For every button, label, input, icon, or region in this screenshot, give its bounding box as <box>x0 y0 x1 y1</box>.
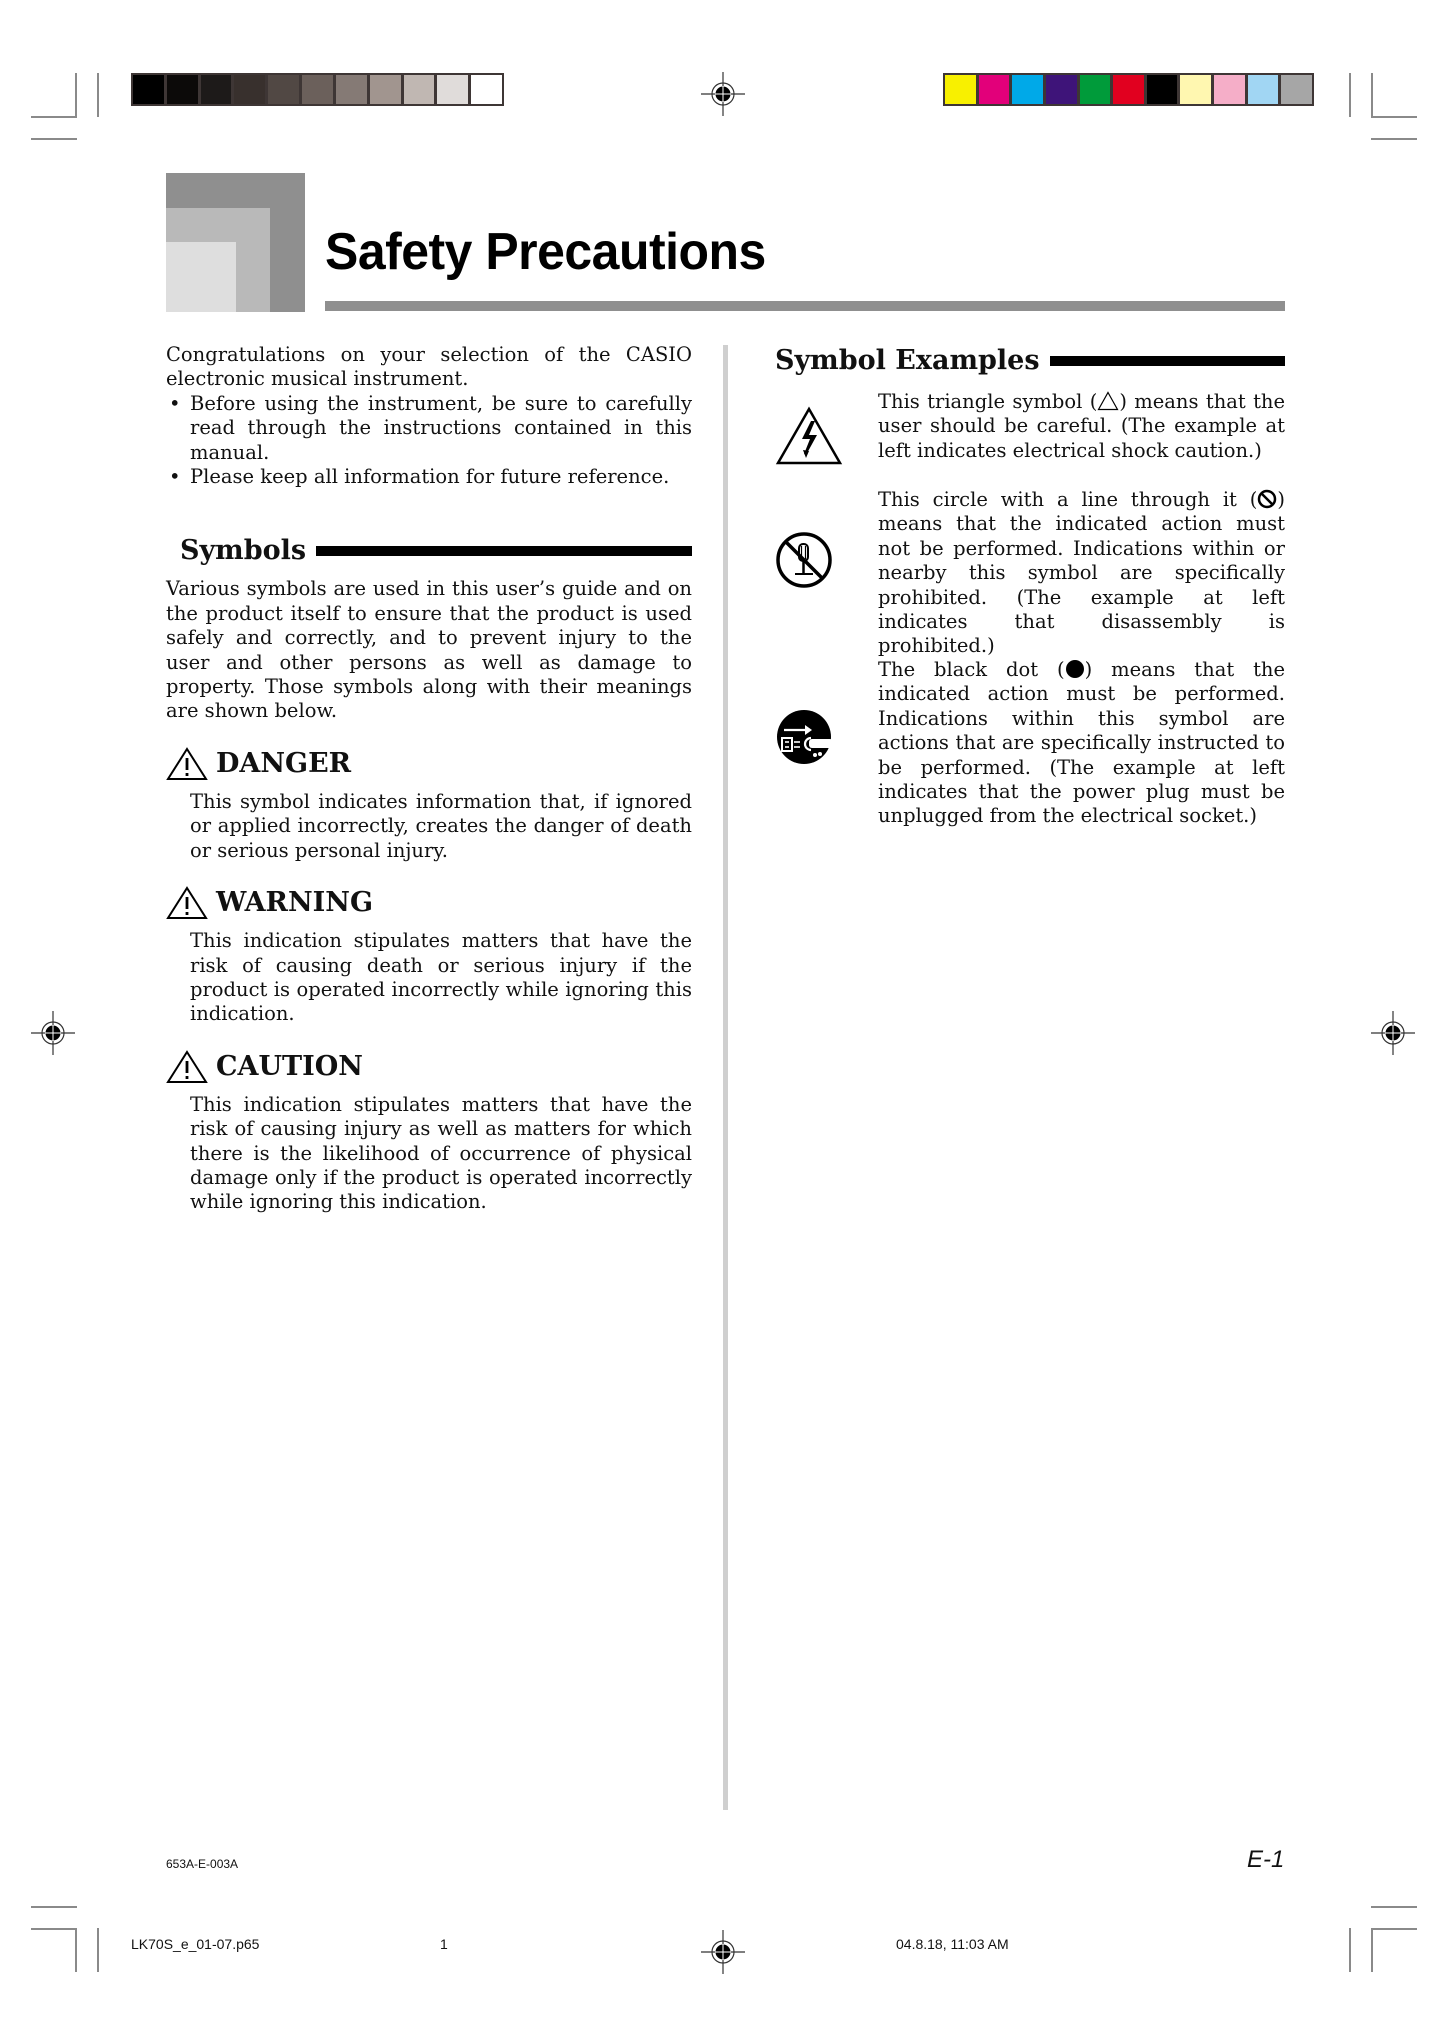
bullet-icon: • <box>169 465 181 489</box>
page-title: Safety Precautions <box>325 223 766 281</box>
symbol-example-text: This triangle symbol ( ) means that the user should be careful. (The example at left indicates electrical shock caution.) <box>878 390 1286 462</box>
warning-triangle-icon <box>166 886 208 920</box>
heading-rule <box>316 546 692 556</box>
color-swatch <box>1012 75 1043 104</box>
print-timestamp: 04.8.18, 11:03 AM <box>896 1936 1009 1952</box>
color-swatch <box>201 75 232 104</box>
crop-mark-bottom-right <box>1371 1906 1417 1908</box>
crop-mark-top-left <box>31 138 77 140</box>
registration-mark-icon <box>701 72 745 116</box>
crop-mark-top-right <box>1371 138 1417 140</box>
crop-mark-top-right <box>1349 73 1351 117</box>
registration-mark-icon <box>1371 1011 1415 1055</box>
crop-mark-bottom-right <box>1349 1928 1351 1972</box>
crop-mark-bottom-left <box>31 1906 77 1908</box>
color-swatch <box>370 75 401 104</box>
color-swatch <box>945 75 976 104</box>
crop-mark-bottom-left <box>75 1928 77 1972</box>
color-swatch <box>1180 75 1211 104</box>
list-item: • Before using the instrument, be sure to carefully read through the instructions contained in this manual. <box>169 391 692 464</box>
electric-shock-triangle-icon <box>775 406 843 466</box>
caution-description: This indication stipulates matters that have the risk of causing injury as well as matters for which there is the likelihood of occurrence of physical damage only if the product is operated incorrectly while ignoring this indication. <box>190 1092 692 1214</box>
crop-mark-top-right <box>1371 116 1417 118</box>
bullet-icon: • <box>169 391 181 415</box>
grayscale-color-bar <box>131 73 504 106</box>
registration-mark-icon <box>31 1011 75 1055</box>
color-swatch <box>404 75 435 104</box>
crop-mark-bottom-left <box>97 1928 99 1972</box>
color-swatch <box>268 75 299 104</box>
black-dot-icon <box>1065 659 1085 679</box>
process-color-bar <box>943 73 1314 106</box>
file-name: LK70S_e_01-07.p65 <box>131 1936 260 1952</box>
color-swatch <box>437 75 468 104</box>
caution-heading: CAUTION <box>166 1049 692 1085</box>
color-swatch <box>336 75 367 104</box>
warning-heading: WARNING <box>166 885 692 921</box>
danger-description: This symbol indicates information that, if ignored or applied incorrectly, creates the danger of death or serious personal injury. <box>190 789 692 862</box>
color-swatch <box>1248 75 1279 104</box>
column-divider <box>723 345 728 1810</box>
title-underline <box>325 301 1285 311</box>
color-swatch <box>979 75 1010 104</box>
color-swatch <box>302 75 333 104</box>
intro-paragraph: Congratulations on your selection of the CASIO electronic musical instrument. <box>166 343 692 391</box>
color-swatch <box>167 75 198 104</box>
color-swatch <box>1080 75 1111 104</box>
crop-mark-top-left <box>31 116 77 118</box>
warning-triangle-icon <box>166 1050 208 1084</box>
section-heading-symbols: Symbols <box>166 533 692 569</box>
crop-mark-bottom-right <box>1371 1928 1373 1972</box>
registration-mark-icon <box>701 1930 745 1974</box>
unplug-power-icon <box>775 708 833 766</box>
no-disassembly-icon <box>775 531 833 589</box>
title-decoration <box>166 242 236 312</box>
crop-mark-bottom-left <box>31 1928 77 1930</box>
warning-description: This indication stipulates matters that have the risk of causing death or serious injury if the product is operated incorrectly while ignoring this indication. <box>190 929 692 1026</box>
list-item: • Please keep all information for future reference. <box>169 465 670 489</box>
document-code: 653A-E-003A <box>166 1857 239 1871</box>
color-swatch <box>234 75 265 104</box>
color-swatch <box>1281 75 1312 104</box>
crop-mark-top-right <box>1371 73 1373 117</box>
page-number: E-1 <box>1247 1846 1285 1873</box>
warning-triangle-icon <box>166 747 208 781</box>
danger-heading: DANGER <box>166 746 692 782</box>
symbol-example-text: This circle with a line through it ( ) means that the indicated action must not be performed. Indications within or nearby this symbol are specifically prohibited. (The example at left indicates that disassembly is prohibited.) <box>878 488 1285 658</box>
crop-mark-bottom-right <box>1371 1928 1417 1930</box>
prohibited-icon <box>1257 489 1277 509</box>
heading-rule <box>1050 356 1285 366</box>
color-swatch <box>471 75 502 104</box>
intro-bullet-list <box>166 392 692 490</box>
section-heading-symbol-examples: Symbol Examples <box>775 343 1285 379</box>
color-swatch <box>133 75 164 104</box>
symbols-paragraph: Various symbols are used in this user’s guide and on the product itself to ensure that the product is used safely and correctly, and to prevent injury to the user and other persons as well as damage to property. Those symbols along with their meanings are shown below. <box>166 577 692 723</box>
color-swatch <box>1113 75 1144 104</box>
triangle-icon <box>1097 391 1119 411</box>
color-swatch <box>1147 75 1178 104</box>
crop-mark-top-left <box>75 73 77 117</box>
left-column <box>166 343 692 1215</box>
right-column <box>775 343 1286 828</box>
symbol-example-text: The black dot ( ) means that the indicated action must be performed. Indications within this symbol are actions that are specifically instructed to be performed. (The example at left indicates that the power plug must be unplugged from the electrical socket.) <box>878 658 1286 828</box>
color-swatch <box>1046 75 1077 104</box>
crop-mark-top-left <box>97 73 99 117</box>
sheet-number: 1 <box>440 1936 448 1952</box>
color-swatch <box>1214 75 1245 104</box>
